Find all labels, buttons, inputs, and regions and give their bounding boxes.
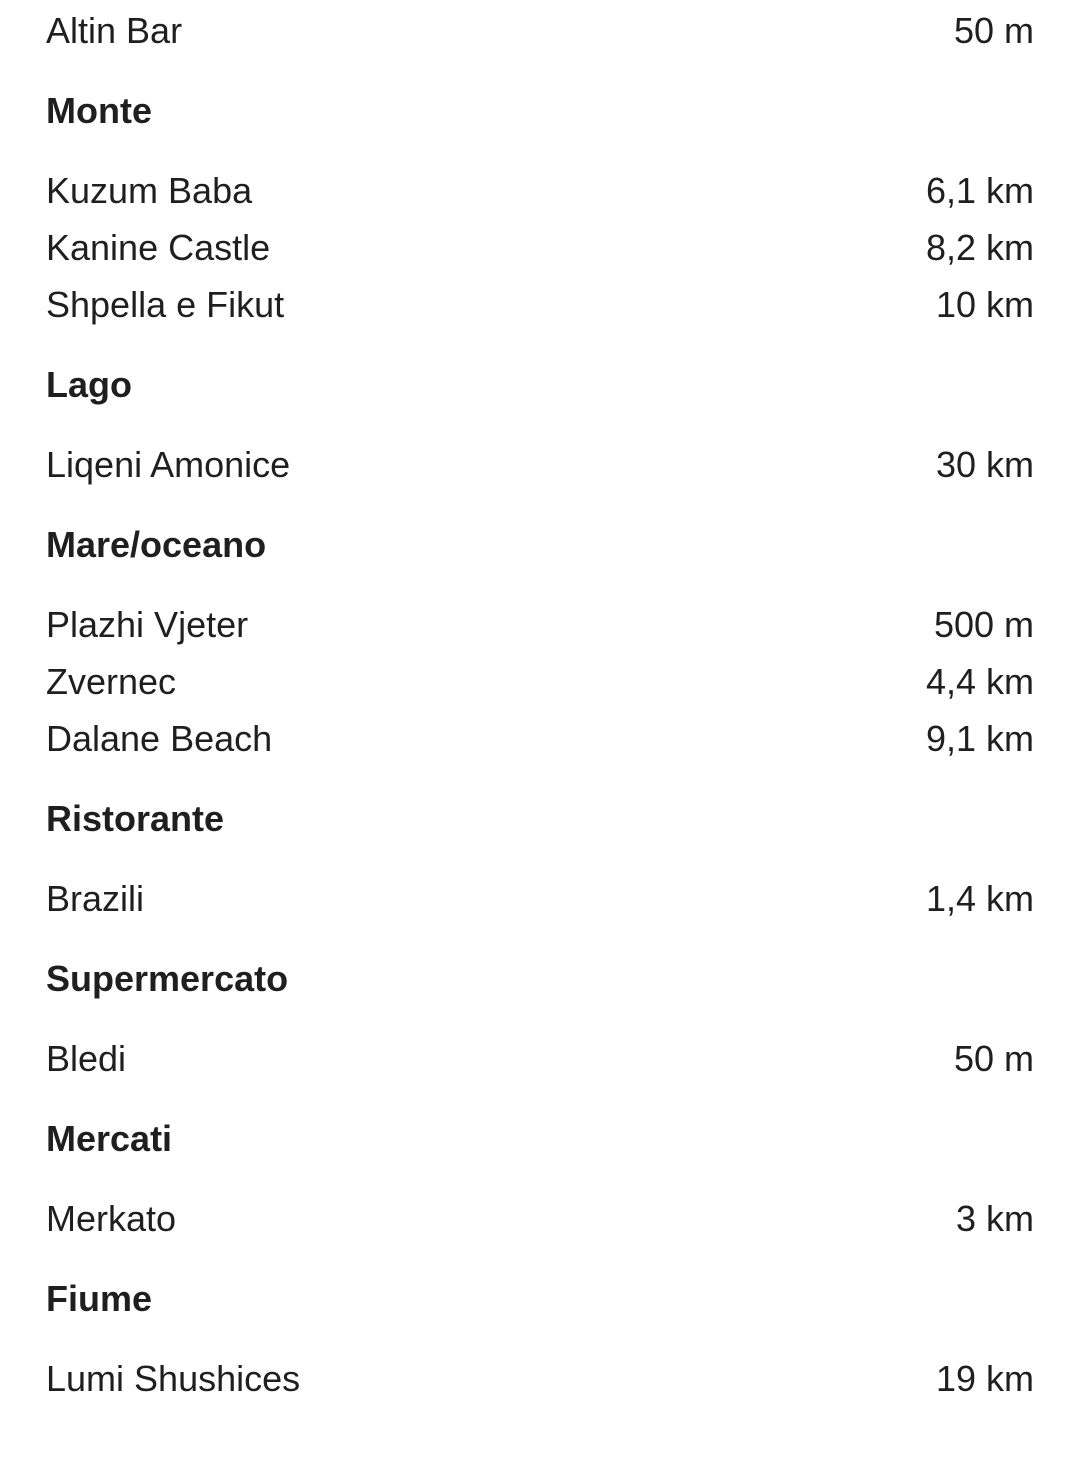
section-heading-supermercato: Supermercato (46, 958, 289, 999)
place-distance: 6,1 km (925, 170, 1034, 211)
place-name: Altin Bar (46, 10, 183, 51)
place-name: Zvernec (46, 661, 177, 702)
place-name: Bledi (46, 1038, 127, 1079)
section-heading-fiume: Fiume (46, 1278, 153, 1319)
place-name: Liqeni Amonice (46, 444, 291, 485)
list-item (46, 223, 1034, 273)
section-heading-mercati: Mercati (46, 1118, 173, 1159)
place-distance: 4,4 km (925, 661, 1034, 702)
list-item (46, 166, 1034, 216)
section-heading-monte: Monte (46, 90, 152, 131)
place-distance: 3 km (955, 1198, 1034, 1239)
list-item (46, 600, 1034, 650)
place-distance: 19 km (935, 1358, 1034, 1399)
place-name: Kanine Castle (46, 227, 271, 268)
place-distance: 9,1 km (925, 718, 1034, 759)
list-item (46, 280, 1034, 330)
place-distance: 8,2 km (925, 227, 1034, 268)
place-distance: 50 m (953, 1038, 1034, 1079)
place-distance: 1,4 km (925, 878, 1034, 919)
place-name: Lumi Shushices (46, 1358, 301, 1399)
list-item (46, 440, 1034, 490)
section-heading-lago: Lago (46, 364, 132, 405)
list-item (46, 714, 1034, 764)
section-heading-mare-oceano: Mare/oceano (46, 524, 267, 565)
list-item (46, 657, 1034, 707)
place-distance: 30 km (935, 444, 1034, 485)
list-item (46, 6, 1034, 56)
list-item (46, 1194, 1034, 1244)
place-name: Dalane Beach (46, 718, 273, 759)
list-item (46, 1034, 1034, 1084)
place-name: Shpella e Fikut (46, 284, 285, 325)
place-name: Merkato (46, 1198, 177, 1239)
place-name: Plazhi Vjeter (46, 604, 249, 645)
place-name: Kuzum Baba (46, 170, 253, 211)
place-distance: 50 m (953, 10, 1034, 51)
place-name: Brazili (46, 878, 145, 919)
place-distance: 10 km (935, 284, 1034, 325)
place-distance: 500 m (933, 604, 1034, 645)
list-item (46, 874, 1034, 924)
list-item (46, 1354, 1034, 1404)
section-heading-ristorante: Ristorante (46, 798, 225, 839)
